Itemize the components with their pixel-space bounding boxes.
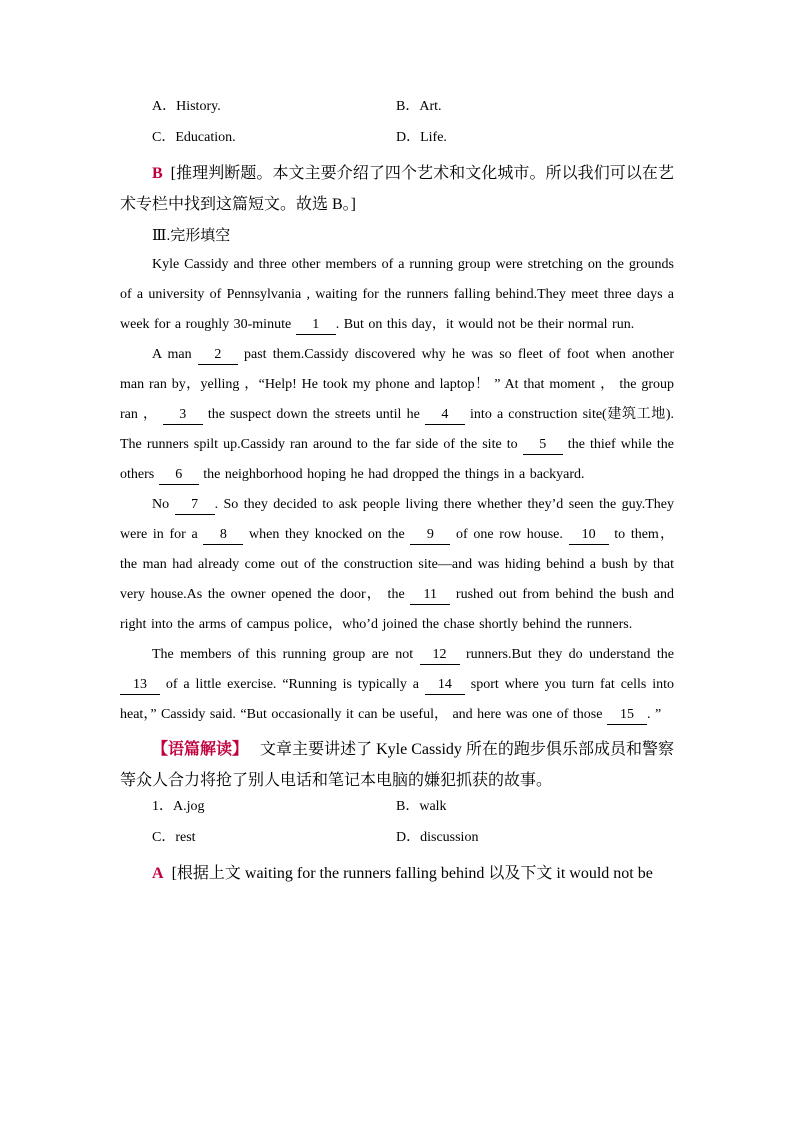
passage-text: A man: [152, 347, 198, 362]
q1-option-d: D．discussion: [396, 830, 479, 845]
option-row: [120, 96, 674, 127]
answer-explanation: [120, 158, 674, 220]
blank-2: 2: [198, 346, 238, 365]
option-row: [120, 827, 674, 858]
passage-text: sport where you turn fat cells into heat，” Cassidy said. “But occasionally it can be useful， and here was one of those: [120, 677, 675, 722]
passage-text: to them， the man had already come out of the construction site—and was hiding behind a bush by that very house.As the owner opened the door， the: [120, 527, 674, 602]
passage-text: . So they decided to ask people living there whether they’d seen the guy.They were in for a: [120, 497, 674, 542]
passage-text: into a construction site(建筑工地). The runners spilt up.Cassidy ran around to the far side of the site to: [120, 407, 674, 452]
blank-13: 13: [120, 676, 160, 695]
passage-text: The members of this running group are not: [152, 647, 420, 662]
passage-text: past them.Cassidy discovered why he was so fleet of foot when another man ran by，yelling ，“Help! He took my phone and laptop！ ” At that moment ， the group ran ，: [120, 347, 674, 422]
q1-option-a: 1．A.jog: [152, 799, 205, 814]
reading-note-tag: 【语篇解读】: [152, 741, 249, 758]
passage-text: rushed out from behind the bush and right into the arms of campus police，who’d joined the chase shortly behind the runners.: [120, 587, 675, 632]
passage-text: of a little exercise. “Running is typically a: [160, 677, 425, 692]
passage-text: . ”: [646, 707, 662, 722]
option-d: D．Life.: [396, 130, 447, 145]
passage-paragraph: [120, 640, 674, 730]
passage-paragraph: [120, 340, 674, 490]
blank-9: 9: [410, 526, 450, 545]
passage-text: the neighborhood hoping he had dropped the things in a backyard.: [198, 467, 585, 482]
blank-15: 15: [607, 706, 647, 725]
blank-8: 8: [203, 526, 243, 545]
option-c: C．Education.: [152, 130, 236, 145]
blank-4: 4: [425, 406, 465, 425]
section-title: Ⅲ.完形填空: [152, 228, 231, 244]
blank-11: 11: [410, 586, 450, 605]
passage-text: the thief while the others: [120, 437, 675, 482]
blank-14: 14: [425, 676, 465, 695]
blank-10: 10: [569, 526, 609, 545]
blank-7: 7: [175, 496, 215, 515]
option-row: [120, 127, 674, 158]
answer-text: [根据上文 waiting for the runners falling behind 以及下文 it would not be: [171, 865, 653, 882]
blank-12: 12: [420, 646, 460, 665]
blank-5: 5: [523, 436, 563, 455]
option-row: [120, 796, 674, 827]
passage-text: of one row house.: [450, 527, 569, 542]
blank-1: 1: [296, 316, 336, 335]
passage-text: runners.But they do understand the: [459, 647, 674, 662]
answer-letter: B: [152, 165, 163, 182]
q1-option-b: B．walk: [396, 799, 447, 814]
answer-text: [推理判断题。本文主要介绍了四个艺术和文化城市。所以我们可以在艺术专栏中找到这篇短文。故选 B。]: [120, 165, 674, 213]
answer-letter: A: [152, 865, 164, 882]
passage-text: when they knocked on the: [243, 527, 411, 542]
passage-text: Kyle Cassidy and three other members of a running group were stretching on the grounds of a university of Pennsylvania , waiting for the runners falling behind.They meet three days a week for a roughly 30-minute: [120, 257, 674, 332]
q1-answer-explanation: [120, 858, 674, 889]
blank-6: 6: [159, 466, 199, 485]
document-body: [120, 96, 674, 889]
option-a: A．History.: [152, 99, 221, 114]
passage-text: . But on this day，it would not be their normal run.: [335, 317, 635, 332]
q1-option-c: C．rest: [152, 830, 196, 845]
blank-3: 3: [163, 406, 203, 425]
passage-text: No: [152, 497, 175, 512]
reading-note-text: 文章主要讲述了 Kyle Cassidy 所在的跑步俱乐部成员和警察等众人合力将抢了别人电话和笔记本电脑的嫌犯抓获的故事。: [120, 741, 674, 789]
reading-note: [120, 734, 674, 796]
passage-paragraph: [120, 490, 674, 640]
passage-text: the suspect down the streets until he: [202, 407, 425, 422]
option-b: B．Art.: [396, 99, 442, 114]
passage-paragraph: [120, 250, 674, 340]
